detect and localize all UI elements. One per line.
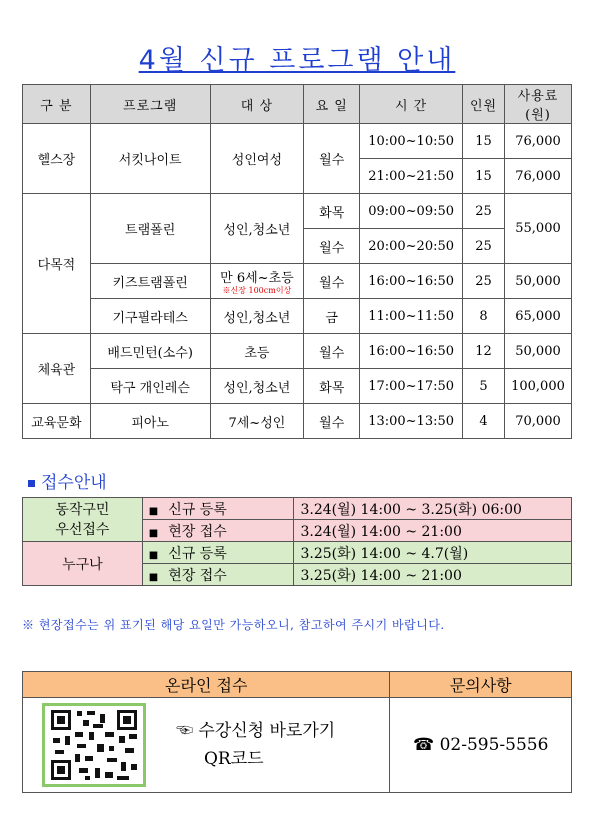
day-cell: 월수 (304, 124, 360, 194)
program-cell: 탁구 개인레슨 (90, 369, 210, 404)
target-cell: 7세~성인 (210, 404, 304, 439)
group-line: 우선접수 (55, 521, 110, 538)
fee-cell: 70,000 (505, 404, 572, 439)
header-target: 대 상 (210, 85, 304, 124)
people-cell: 12 (463, 334, 505, 369)
target-cell: 성인,청소년 (210, 299, 304, 334)
table-row (23, 404, 572, 439)
day-cell: 월수 (304, 334, 360, 369)
fee-cell: 50,000 (505, 264, 572, 299)
program-cell: 기구필라테스 (90, 299, 210, 334)
target-cell: 성인,청소년 (210, 194, 304, 264)
phone-number: ☎ 02-595-5556 (390, 698, 572, 793)
type-cell: ■ 현장 접수 (142, 564, 294, 586)
period-cell: 3.24(월) 14:00 ~ 3.25(화) 06:00 (294, 498, 572, 520)
target-text: 만 6세~초등 (220, 270, 294, 286)
day-cell: 월수 (304, 404, 360, 439)
time-cell: 21:00~21:50 (360, 159, 463, 194)
height-requirement-note: ※신장 100cm이상 (222, 285, 292, 295)
registration-row (23, 498, 572, 520)
table-row (23, 194, 572, 229)
program-table (22, 84, 572, 439)
table-header-row (23, 85, 572, 124)
qr-shortcut-text[interactable]: ☜ 수강신청 바로가기 (176, 721, 336, 741)
header-people: 인원 (463, 85, 505, 124)
day-cell: 화목 (304, 194, 360, 229)
time-cell: 13:00~13:50 (360, 404, 463, 439)
registration-table (22, 497, 572, 586)
registration-heading (28, 468, 107, 493)
fee-cell: 50,000 (505, 334, 572, 369)
people-cell: 15 (463, 124, 505, 159)
category-cell: 교육문화 (23, 404, 91, 439)
table-row (23, 299, 572, 334)
qr-code-label: QR코드 (204, 749, 264, 769)
time-cell: 20:00~20:50 (360, 229, 463, 264)
header-fee: 사용료(원) (505, 85, 572, 124)
registration-heading-text: 접수안내 (41, 473, 107, 493)
people-cell: 25 (463, 229, 505, 264)
people-cell: 8 (463, 299, 505, 334)
online-header: 온라인 접수 (23, 672, 390, 698)
fee-cell: 76,000 (505, 159, 572, 194)
day-cell: 금 (304, 299, 360, 334)
target-cell: 초등 (210, 334, 304, 369)
group-line: 동작구민 (55, 501, 110, 518)
table-row (23, 264, 572, 299)
table-row (23, 369, 572, 404)
type-cell: ■ 신규 등록 (142, 498, 294, 520)
onsite-footnote: ※ 현장접수는 위 표기된 해당 요일만 가능하오니, 참고하여 주시기 바랍니다. (22, 618, 445, 632)
people-cell: 25 (463, 194, 505, 229)
fee-cell: 65,000 (505, 299, 572, 334)
qr-code-image[interactable] (42, 703, 146, 787)
people-cell: 15 (463, 159, 505, 194)
time-cell: 09:00~09:50 (360, 194, 463, 229)
fee-cell: 76,000 (505, 124, 572, 159)
day-cell: 화목 (304, 369, 360, 404)
group-cell (23, 498, 143, 542)
header-time: 시 간 (360, 85, 463, 124)
type-cell: ■ 현장 접수 (142, 520, 294, 542)
period-cell: 3.25(화) 14:00 ~ 4.7(월) (294, 542, 572, 564)
type-cell: ■ 신규 등록 (142, 542, 294, 564)
fee-cell: 55,000 (505, 194, 572, 264)
program-cell: 배드민턴(소수) (90, 334, 210, 369)
people-cell: 5 (463, 369, 505, 404)
table-row (23, 334, 572, 369)
qr-pattern (45, 706, 143, 784)
header-program: 프로그램 (90, 85, 210, 124)
target-cell: 성인,청소년 (210, 369, 304, 404)
header-day: 요 일 (304, 85, 360, 124)
time-cell: 16:00~16:50 (360, 334, 463, 369)
square-bullet-icon (28, 480, 35, 487)
time-cell: 17:00~17:50 (360, 369, 463, 404)
fee-cell: 100,000 (505, 369, 572, 404)
header-category: 구 분 (23, 85, 91, 124)
day-cell: 월수 (304, 229, 360, 264)
period-cell: 3.25(화) 14:00 ~ 21:00 (294, 564, 572, 586)
group-cell: 누구나 (23, 542, 143, 586)
program-cell: 트램폴린 (90, 194, 210, 264)
period-cell: 3.24(월) 14:00 ~ 21:00 (294, 520, 572, 542)
table-row (23, 124, 572, 159)
target-cell (210, 264, 304, 299)
program-cell: 피아노 (90, 404, 210, 439)
registration-row (23, 542, 572, 564)
people-cell: 25 (463, 264, 505, 299)
time-cell: 16:00~16:50 (360, 264, 463, 299)
category-cell: 체육관 (23, 334, 91, 404)
time-cell: 11:00~11:50 (360, 299, 463, 334)
category-cell: 헬스장 (23, 124, 91, 194)
qr-cell (23, 698, 390, 793)
qr-instruction (176, 717, 335, 773)
page-title: 4월 신규 프로그램 안내 (138, 45, 456, 76)
program-cell: 서킷나이트 (90, 124, 210, 194)
people-cell: 4 (463, 404, 505, 439)
target-cell: 성인여성 (210, 124, 304, 194)
inquiry-header: 문의사항 (390, 672, 572, 698)
time-cell: 10:00~10:50 (360, 124, 463, 159)
program-cell: 키즈트램폴린 (90, 264, 210, 299)
day-cell: 월수 (304, 264, 360, 299)
category-cell: 다목적 (23, 194, 91, 334)
online-registration-table (22, 671, 572, 793)
